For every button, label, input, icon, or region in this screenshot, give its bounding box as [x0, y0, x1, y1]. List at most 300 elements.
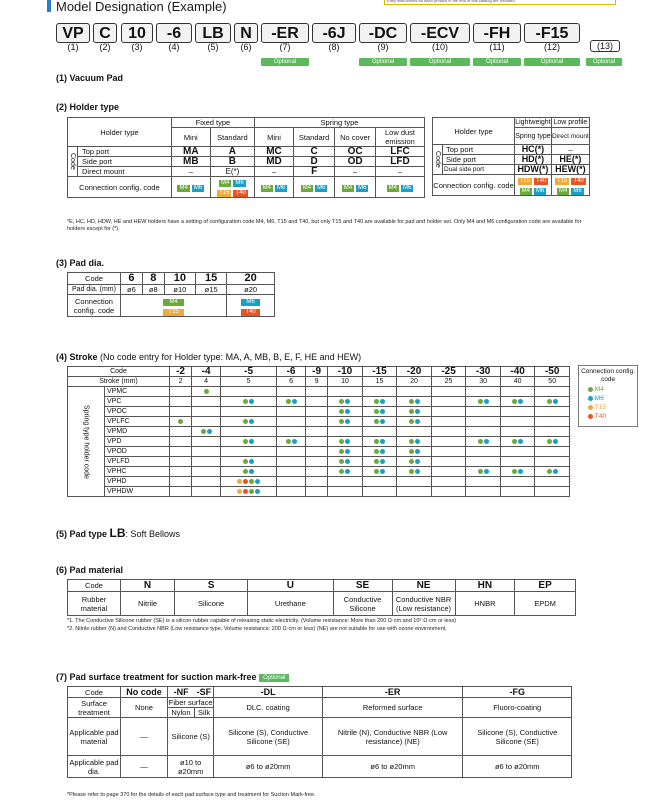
config-dot-g — [478, 439, 483, 444]
code-lfc: LFC — [376, 147, 425, 157]
config-dot-b — [249, 399, 254, 404]
config-dot-b — [292, 439, 297, 444]
stroke-cell — [169, 457, 191, 467]
tag-m6: M6 — [573, 188, 582, 194]
applicable-material-fiber: Silicone (S) — [168, 718, 214, 756]
code-a: A — [210, 147, 254, 157]
section-pad-material: (6) Pad material — [56, 565, 124, 575]
col-spring-type: Spring type — [515, 128, 552, 145]
stroke-cell — [397, 427, 432, 437]
number-9: (9) — [377, 42, 389, 52]
pad-dia-20: ø20 — [227, 285, 275, 295]
header-accent-bar — [47, 0, 51, 12]
surface-code-sf: -SF — [194, 687, 214, 698]
surface-label: Surface treatment — [68, 698, 121, 718]
config-dot-b — [249, 419, 254, 424]
stroke-cell — [221, 457, 277, 467]
segment-c: C — [93, 23, 117, 43]
stroke-cell — [500, 487, 535, 497]
code-hd: HD(*) — [515, 155, 552, 165]
number-12: (12) — [543, 42, 560, 52]
stroke-code: -4 — [192, 367, 221, 377]
config-dot-b — [415, 409, 420, 414]
stroke-cell — [535, 427, 570, 437]
stroke-cell — [221, 477, 277, 487]
stroke-cell — [221, 467, 277, 477]
pad-type-title: (5) Pad type — [56, 529, 108, 539]
stroke-cell — [328, 477, 363, 487]
tag-m4: M4 — [521, 188, 530, 194]
pad-type-code: LB — [109, 526, 126, 540]
stroke-mm: 25 — [431, 377, 466, 387]
stroke-row-label: VPC — [105, 397, 170, 407]
material-footnote-1: *1. The Conductive Silicone rubber (SE) is a silicon rubber capable of releasing static electricity. (Volume resistance: More than 200 Ω·cm and 10⁶ Ω·cm or less) — [67, 618, 457, 624]
applicable-material-dl: Silicone (S), Conductive Silicone (SE) — [214, 718, 322, 756]
surface-treatment-table — [67, 686, 572, 778]
config-dot-g — [339, 469, 344, 474]
stroke-cell — [192, 387, 221, 397]
config-dot-g — [409, 439, 414, 444]
applicable-material-none: — — [121, 718, 168, 756]
surface-none: None — [121, 698, 168, 718]
section-holder-type: (2) Holder type — [56, 102, 120, 112]
stroke-code: -30 — [466, 367, 501, 377]
config-dot-b — [484, 439, 489, 444]
stroke-code: -25 — [431, 367, 466, 377]
stroke-cell — [535, 457, 570, 467]
stroke-cell — [192, 447, 221, 457]
material-value: Urethane — [248, 592, 333, 616]
tag-m4: M4 — [179, 185, 188, 191]
stroke-title: (4) Stroke — [56, 352, 98, 362]
code-dash: – — [171, 167, 210, 177]
stroke-cell — [192, 437, 221, 447]
stroke-cell — [362, 387, 397, 397]
number-7: (7) — [279, 42, 291, 52]
stroke-cell — [466, 427, 501, 437]
code-oc: OC — [335, 147, 376, 157]
config-dot-g — [339, 419, 344, 424]
config-dot-g — [478, 469, 483, 474]
tag-m4: M4 — [559, 188, 568, 194]
config-dot-y — [237, 479, 242, 484]
stroke-cell — [500, 447, 535, 457]
config-dot-g — [339, 399, 344, 404]
stroke-code: -20 — [397, 367, 432, 377]
config-dot-g — [243, 469, 248, 474]
material-code: S — [175, 580, 248, 592]
surface-title: (7) Pad surface treatment for suction mark-free — [56, 672, 257, 682]
tag-m4: M4 — [343, 185, 353, 191]
stroke-cell — [192, 477, 221, 487]
stroke-mm: 40 — [500, 377, 535, 387]
stroke-cell — [431, 427, 466, 437]
applicable-dia-none: — — [121, 756, 168, 778]
stroke-cell — [306, 477, 328, 487]
code-b: B — [210, 157, 254, 167]
stroke-cell — [192, 397, 221, 407]
config-dot-g — [243, 399, 248, 404]
row-dual-side: Dual side port — [443, 165, 515, 175]
segment-material: N — [234, 23, 258, 43]
stroke-mm: 20 — [397, 377, 432, 387]
stroke-note: (No code entry for Holder type: MA, A, MB, B, E, F, HE and HEW) — [100, 352, 362, 362]
stroke-cell — [277, 387, 306, 397]
row-side-port-2: Side port — [443, 155, 515, 165]
stroke-cell — [500, 477, 535, 487]
pad-code-15: 15 — [195, 273, 226, 285]
stroke-cell — [535, 407, 570, 417]
stroke-cell — [466, 387, 501, 397]
optional-badge-12: Optional — [524, 58, 580, 66]
stroke-cell — [500, 427, 535, 437]
config-dot-g — [409, 419, 414, 424]
stroke-cell — [221, 487, 277, 497]
config-dot-g — [286, 439, 291, 444]
applicable-dia-er: ø6 to ø20mm — [322, 756, 463, 778]
tag-m6: M6 — [358, 185, 367, 191]
code-lfd: LFD — [376, 157, 425, 167]
tag-m6: M6 — [235, 180, 244, 186]
config-dot-g — [409, 449, 414, 454]
connection-legend — [578, 365, 638, 427]
stroke-cell — [362, 467, 397, 477]
stroke-cell — [221, 397, 277, 407]
stroke-cell — [362, 427, 397, 437]
segment-stroke: -6 — [156, 23, 192, 43]
stroke-cell — [500, 387, 535, 397]
stroke-cell — [169, 437, 191, 447]
stroke-cell — [362, 477, 397, 487]
config-dot-b — [518, 439, 523, 444]
config-dot-b — [292, 399, 297, 404]
config-dot-g — [243, 439, 248, 444]
stroke-row-label: VPOC — [105, 407, 170, 417]
row-direct-mount: Direct mount — [78, 167, 172, 177]
code-c: C — [293, 147, 334, 157]
connection-label: Connection config. code — [68, 177, 172, 198]
holder-type-header: Holder type — [68, 118, 172, 147]
config-dot-g — [204, 389, 209, 394]
number-3: (3) — [131, 42, 143, 52]
stroke-cell — [328, 467, 363, 477]
pad-code-10: 10 — [164, 273, 195, 285]
segment-11: -FH — [473, 23, 521, 43]
config-dot-g — [374, 419, 379, 424]
tag-m6: M6 — [241, 299, 259, 306]
code-dash: – — [376, 167, 425, 177]
material-label: Rubber material — [68, 592, 121, 616]
config-dot-g — [409, 469, 414, 474]
stroke-cell — [500, 397, 535, 407]
config-dot-g — [512, 399, 517, 404]
col-no-cover: No cover — [335, 128, 376, 147]
config-dot-b — [553, 399, 558, 404]
config-dot-b — [415, 459, 420, 464]
config-dot-b — [553, 469, 558, 474]
config-dot-g — [178, 419, 183, 424]
stroke-mm: 5 — [221, 377, 277, 387]
config-dot-b — [345, 439, 350, 444]
config-dot-g — [547, 469, 552, 474]
fixed-type-header: Fixed type — [171, 118, 254, 128]
pad-connection-label: Connection config. code — [68, 295, 121, 317]
stroke-code: -50 — [535, 367, 570, 377]
stroke-cell — [306, 397, 328, 407]
stroke-cell — [306, 457, 328, 467]
stroke-cell — [397, 417, 432, 427]
stroke-cell — [306, 447, 328, 457]
stroke-cell — [328, 447, 363, 457]
stroke-cell — [397, 467, 432, 477]
material-code: U — [248, 580, 333, 592]
config-dot-b — [207, 429, 212, 434]
stroke-cell — [535, 387, 570, 397]
config-dot-g — [478, 399, 483, 404]
material-code: HN — [455, 580, 515, 592]
stroke-cell — [306, 437, 328, 447]
stroke-row-label: VPLFC — [105, 417, 170, 427]
config-dot-g — [243, 459, 248, 464]
section-pad-type — [56, 526, 180, 540]
stroke-code: -9 — [306, 367, 328, 377]
code-hc: HC(*) — [515, 145, 552, 155]
surface-silk: Silk — [194, 708, 214, 718]
stroke-cell — [277, 407, 306, 417]
stroke-cell — [328, 487, 363, 497]
stroke-code-label: Code — [68, 367, 170, 377]
stroke-cell — [500, 457, 535, 467]
config-dot-b — [518, 469, 523, 474]
material-value: Nitrile — [121, 592, 175, 616]
config-dot-b — [415, 439, 420, 444]
number-8: (8) — [328, 42, 340, 52]
stroke-cell — [431, 457, 466, 467]
stroke-cell — [277, 467, 306, 477]
surface-no-code: No code — [121, 687, 168, 698]
stroke-cell — [328, 407, 363, 417]
pad-code-8: 8 — [142, 273, 164, 285]
stroke-cell — [431, 417, 466, 427]
config-dot-b — [380, 469, 385, 474]
material-code: N — [121, 580, 175, 592]
stroke-cell — [192, 487, 221, 497]
code-mb: MB — [171, 157, 210, 167]
config-dot-b — [380, 439, 385, 444]
stroke-cell — [169, 477, 191, 487]
stroke-cell — [169, 407, 191, 417]
stroke-cell — [500, 467, 535, 477]
config-dot-b — [380, 409, 385, 414]
stroke-cell — [277, 447, 306, 457]
stroke-mm: 4 — [192, 377, 221, 387]
stroke-row-label: VPHC — [105, 467, 170, 477]
stroke-cell — [169, 397, 191, 407]
pad-dia-table — [67, 272, 275, 317]
stroke-cell — [362, 417, 397, 427]
surface-code-dl: -DL — [214, 687, 322, 698]
pad-dia-10: ø10 — [164, 285, 195, 295]
config-dot-b — [249, 439, 254, 444]
config-dot-g — [547, 439, 552, 444]
code-ma: MA — [171, 147, 210, 157]
stroke-cell — [397, 457, 432, 467]
material-value: HNBR — [455, 592, 515, 616]
config-dot-b — [255, 489, 260, 494]
stroke-row-label: VPOD — [105, 447, 170, 457]
surface-fluoro: Fluoro-coating — [463, 698, 572, 718]
config-dot-b — [345, 409, 350, 414]
code-md: MD — [255, 157, 294, 167]
stroke-cell — [328, 457, 363, 467]
tag-t40: T40 — [573, 178, 584, 184]
number-2: (2) — [99, 42, 111, 52]
stroke-cell — [431, 477, 466, 487]
holder-footnote: *E, HC, HD, HDW, HE and HEW holders have a setting of configuration code M4, M6, T15 and T40, but only T15 and T40 are available for pad and holder set. Only M4 and M6 configuration code are available for holders except for (*). — [67, 219, 582, 232]
config-dot-b — [484, 399, 489, 404]
stroke-cell — [169, 467, 191, 477]
stroke-cell — [277, 457, 306, 467]
section-pad-dia: (3) Pad dia. — [56, 258, 105, 268]
stroke-code: -2 — [169, 367, 191, 377]
holder-type-table — [67, 117, 425, 198]
stroke-cell — [192, 457, 221, 467]
stroke-cell — [192, 417, 221, 427]
surface-dlc: DLC. coating — [214, 698, 322, 718]
segment-10: -ECV — [410, 23, 470, 43]
stroke-cell — [277, 477, 306, 487]
tag-t15: T15 — [163, 309, 183, 316]
stroke-code: -10 — [328, 367, 363, 377]
stroke-row-label: VPHD — [105, 477, 170, 487]
tag-t15: T15 — [219, 190, 230, 196]
col-standard-spring: Standard — [293, 128, 334, 147]
tag-m6: M6 — [535, 188, 545, 194]
code-dash: – — [335, 167, 376, 177]
config-dot-b — [380, 449, 385, 454]
segment-9: -DC — [359, 23, 407, 43]
optional-badge-11: Optional — [473, 58, 521, 66]
stroke-cell — [535, 397, 570, 407]
stroke-cell — [169, 427, 191, 437]
code-e: E(*) — [210, 167, 254, 177]
code-od: OD — [335, 157, 376, 167]
stroke-cell — [192, 427, 221, 437]
pad-dia-6: ø6 — [121, 285, 143, 295]
stroke-cell — [466, 467, 501, 477]
surface-reformed: Reformed surface — [322, 698, 463, 718]
config-dot-g — [339, 449, 344, 454]
material-value: Silicone — [175, 592, 248, 616]
stroke-cell — [169, 387, 191, 397]
stroke-cell — [466, 457, 501, 467]
tag-m6: M6 — [193, 185, 203, 191]
stroke-cell — [221, 427, 277, 437]
section-surface-treatment — [56, 672, 289, 682]
config-dot-g — [547, 399, 552, 404]
segment-12: -F15 — [524, 23, 580, 43]
material-value: Conductive NBR (Low resistance) — [392, 592, 455, 616]
stroke-cell — [306, 427, 328, 437]
stroke-cell — [362, 407, 397, 417]
stroke-code: -6 — [277, 367, 306, 377]
pad-material-table — [67, 579, 576, 616]
stroke-code: -15 — [362, 367, 397, 377]
number-13: (13) — [590, 40, 620, 52]
stroke-mm: 9 — [306, 377, 328, 387]
stroke-cell — [362, 437, 397, 447]
stroke-row-label: VPD — [105, 437, 170, 447]
stroke-cell — [397, 407, 432, 417]
holder-type-header-2: Holder type — [433, 118, 515, 145]
config-dot-b — [249, 469, 254, 474]
stroke-cell — [306, 407, 328, 417]
legend-m6: :M6 — [593, 395, 604, 402]
connection-label-2: Connection config. code — [433, 175, 515, 196]
config-dot-b — [380, 459, 385, 464]
stroke-cell — [306, 417, 328, 427]
number-1: (1) — [67, 42, 79, 52]
code-d: D — [293, 157, 334, 167]
number-5: (5) — [207, 42, 219, 52]
legend-dot-m4 — [588, 387, 593, 392]
page-title: Model Designation (Example) — [56, 0, 227, 14]
stroke-cell — [221, 387, 277, 397]
code-label-2: Code — [433, 145, 443, 175]
stroke-cell — [192, 467, 221, 477]
row-side-port: Side port — [78, 157, 172, 167]
segment-surface: -ER — [261, 23, 309, 43]
surface-footnote: *Please refer to page 370 for the details of each pad surface type and treatment for Suction Mark-free. — [67, 792, 316, 798]
legend-t40: :T40 — [593, 413, 607, 420]
stroke-cell — [500, 437, 535, 447]
code-f: F — [293, 167, 334, 177]
surface-fiber: Fiber surface — [168, 698, 213, 707]
config-dot-b — [345, 399, 350, 404]
stroke-cell — [328, 387, 363, 397]
stroke-cell — [397, 387, 432, 397]
config-dot-r — [243, 489, 248, 494]
legend-dot-m6 — [588, 396, 593, 401]
legend-m4: :M4 — [593, 386, 604, 393]
row-top-port-2: Top port — [443, 145, 515, 155]
stroke-cell — [362, 397, 397, 407]
optional-badge-10: Optional — [410, 58, 470, 66]
spring-type-header: Spring type — [255, 118, 425, 128]
col-low-profile: Low profile — [551, 118, 589, 128]
stroke-cell — [535, 417, 570, 427]
stroke-cell — [431, 487, 466, 497]
pad-dia-15: ø15 — [195, 285, 226, 295]
tag-m6: M6 — [277, 185, 286, 191]
material-code-label: Code — [68, 580, 121, 592]
segment-8: -6J — [312, 23, 356, 43]
stroke-cell — [535, 487, 570, 497]
stroke-cell — [431, 407, 466, 417]
col-mini: Mini — [171, 128, 210, 147]
stroke-cell — [221, 417, 277, 427]
stroke-cell — [397, 447, 432, 457]
col-lightweight: Lightweight — [515, 119, 551, 126]
stroke-cell — [169, 487, 191, 497]
stroke-cell — [169, 417, 191, 427]
material-footnote-2: *2. Nitrile rubber (N) and Conductive NBR (Low resistance type, Volume resistance: 200 Ω·cm or less) (NE) are not suitable for use with ozone environment. — [67, 626, 447, 632]
stroke-cell — [362, 487, 397, 497]
stroke-cell — [500, 407, 535, 417]
config-dot-g — [339, 439, 344, 444]
stroke-cell — [466, 437, 501, 447]
stroke-mm: 50 — [535, 377, 570, 387]
